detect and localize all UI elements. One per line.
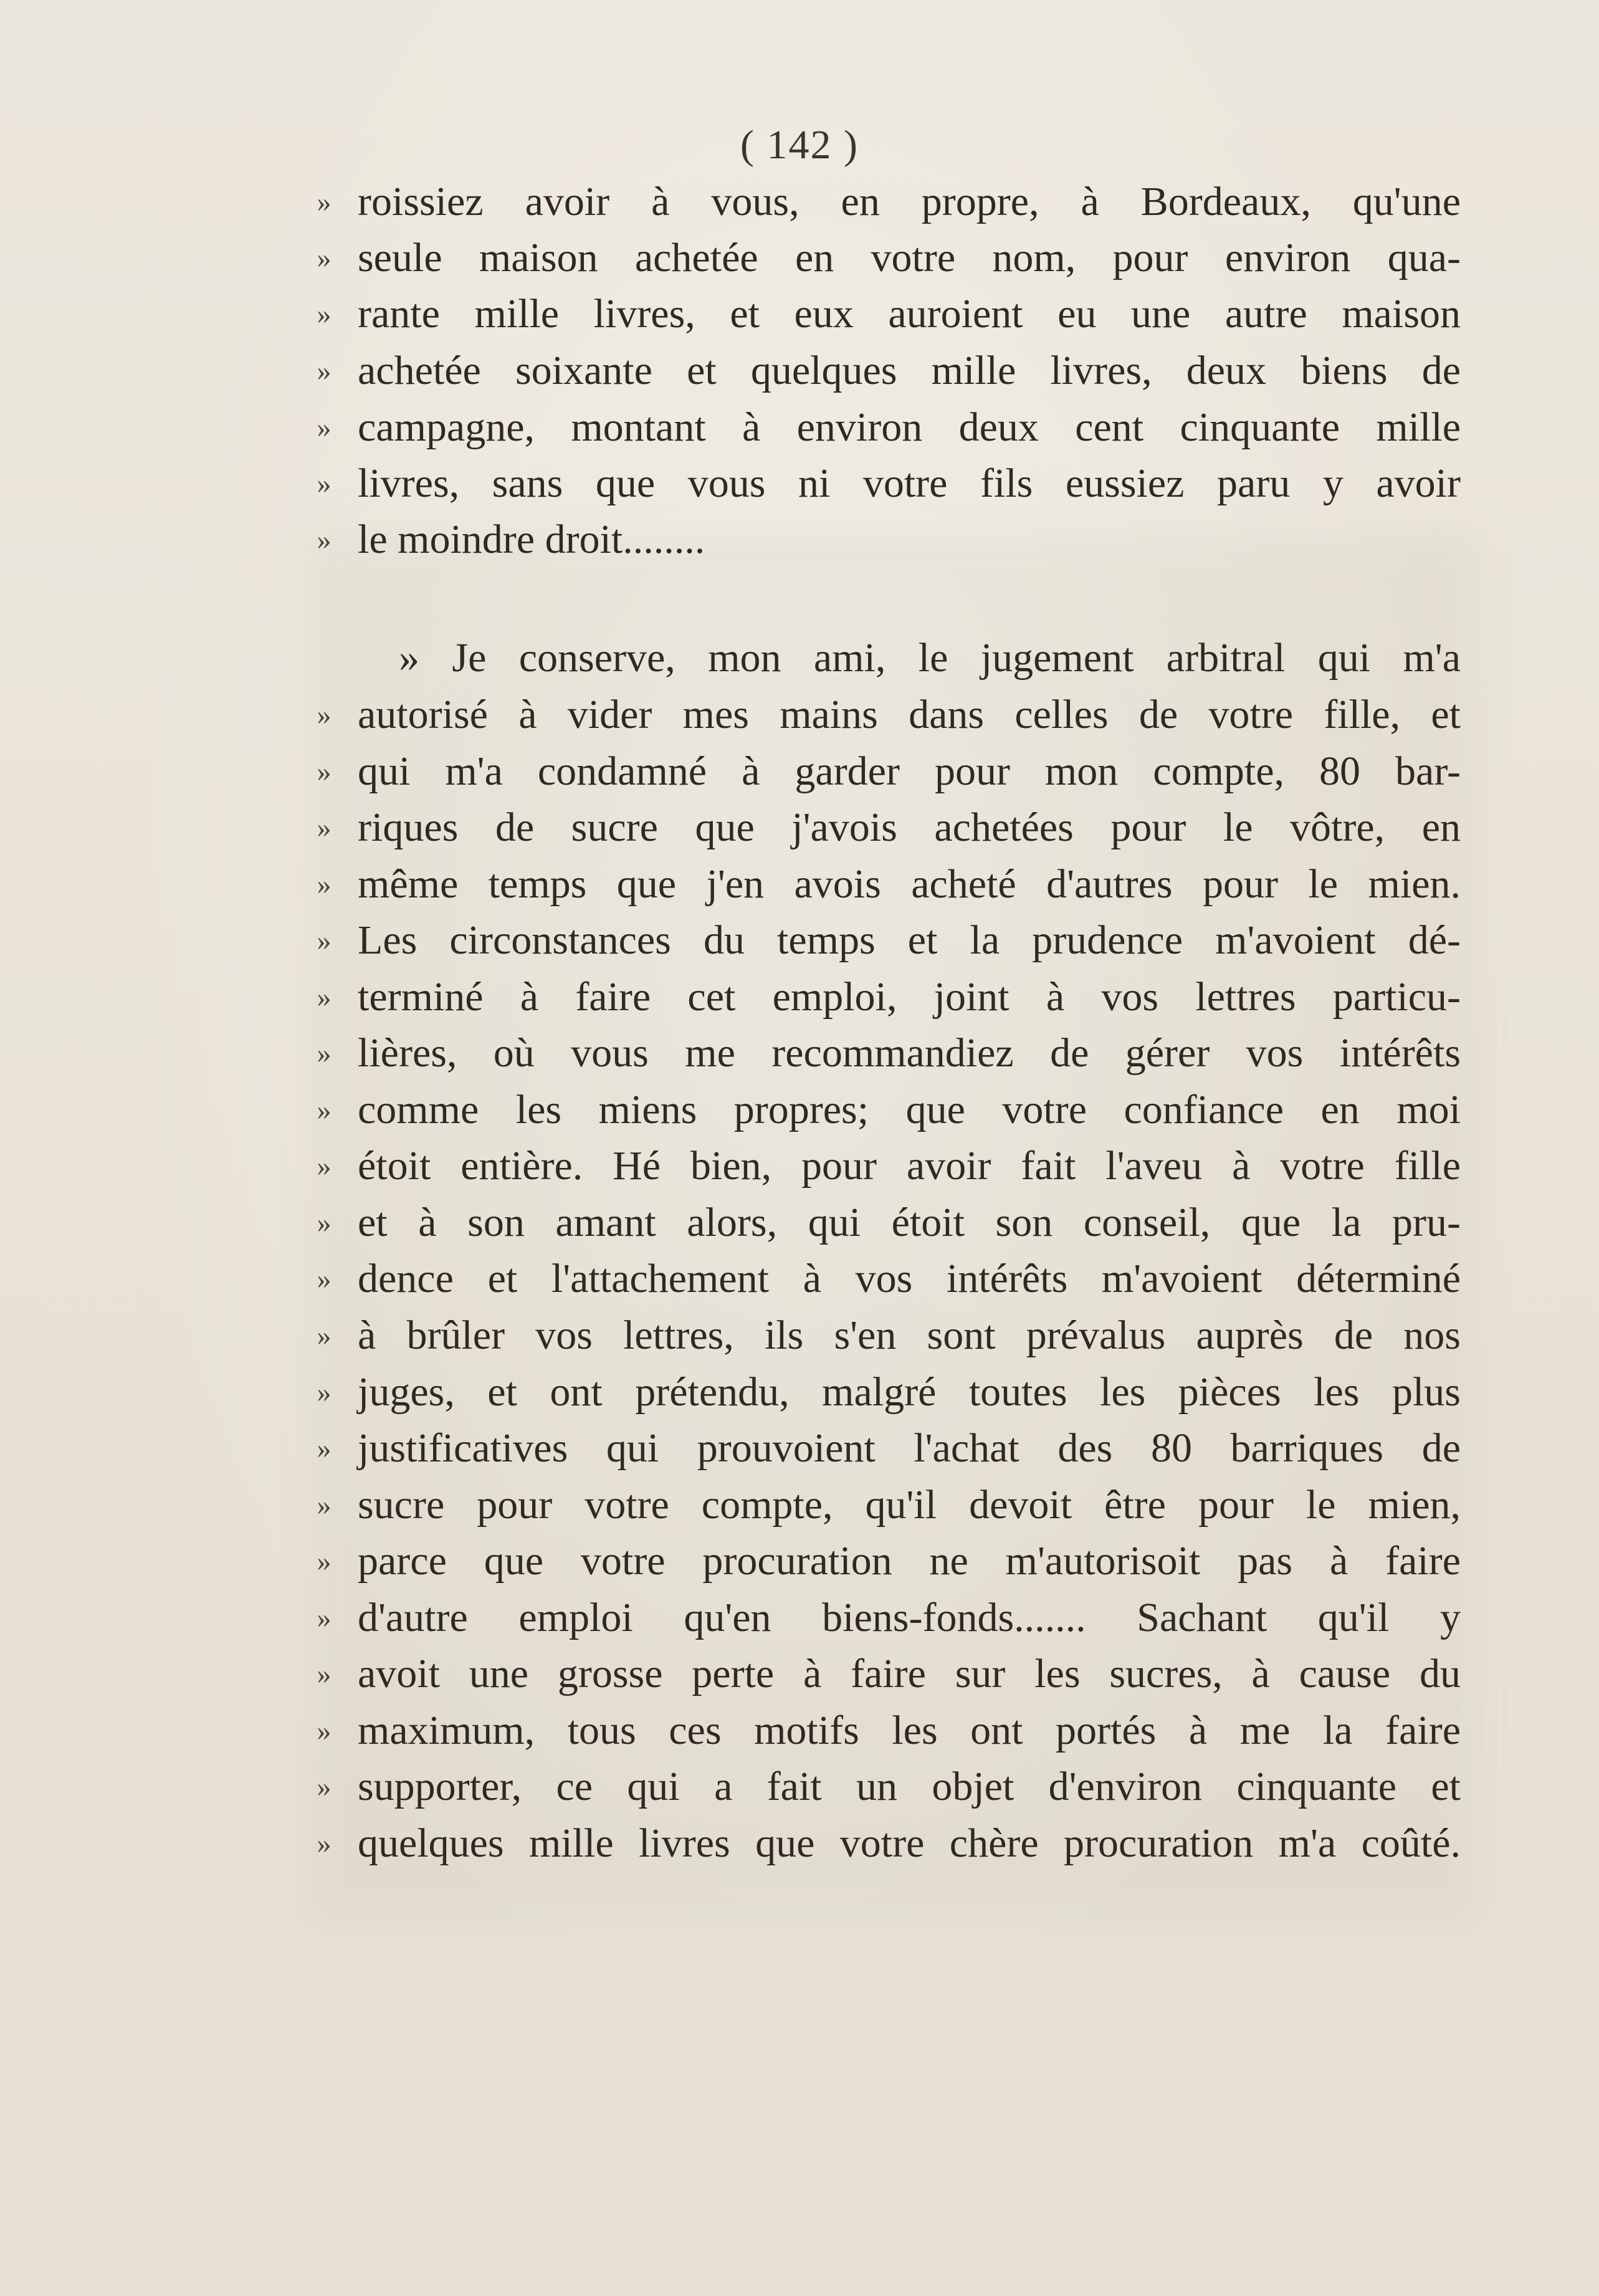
text-line [0,1194,1599,1251]
text-line [0,1533,1599,1590]
quote-mark: » [317,924,332,956]
line-text: avoit une grosse perte à faire sur les sucres, à cause du [358,1651,1461,1696]
line-text: campagne, montant à environ deux cent cinquante mille [358,404,1461,450]
line-text: et à son amant alors, qui étoit son conseil, que la pru- [358,1200,1461,1245]
quote-mark: » [317,467,332,499]
line-text: maximum, tous ces motifs les ont portés à me la faire [358,1708,1461,1753]
line-text: parce que votre procuration ne m'autorisoit pas à faire [358,1538,1461,1584]
line-text: autorisé à vider mes mains dans celles de votre fille, et [358,692,1461,737]
quote-mark: » [317,298,332,330]
text-line [0,1081,1599,1139]
text-line [0,912,1599,969]
quote-mark: » [317,411,332,443]
line-text: terminé à faire cet emploi, joint à vos lettres particu- [358,974,1461,1020]
line-text: d'autre emploi qu'en biens-fonds....... Sachant qu'il y [358,1595,1461,1640]
text-line [0,511,1599,568]
text-line [0,1025,1599,1082]
text-line [0,969,1599,1026]
text-line [0,173,1599,231]
text-line [0,1307,1599,1364]
quote-mark: » [317,242,332,274]
quote-mark: » [317,868,332,900]
line-text: supporter, ce qui a fait un objet d'environ cinquante et [358,1764,1461,1809]
text-line [0,285,1599,343]
line-text: » Je conserve, mon ami, le jugement arbitral qui m'a [399,635,1461,681]
line-text: qui m'a condamné à garder pour mon compte, 80 bar- [358,749,1461,794]
quote-mark: » [317,1432,332,1464]
quote-mark: » [317,811,332,843]
text-line [0,1364,1599,1421]
quote-mark: » [317,1319,332,1351]
line-text: Les circonstances du temps et la prudence m'avoient dé- [358,917,1461,963]
quote-mark: » [317,1715,332,1746]
quote-mark: » [317,1771,332,1802]
quote-mark: » [317,1094,332,1126]
line-text: seule maison achetée en votre nom, pour environ qua- [358,235,1461,280]
line-text: comme les miens propres; que votre confiance en moi [358,1087,1461,1132]
text-line [0,455,1599,512]
text-line [0,1420,1599,1477]
quote-mark: » [317,1545,332,1577]
line-text: le moindre droit........ [358,517,705,562]
quote-mark: » [317,524,332,555]
quote-mark: » [317,1150,332,1182]
text-line [0,1645,1599,1703]
line-text: livres, sans que vous ni votre fils eussiez paru y avoir [358,461,1461,506]
line-text: dence et l'attachement à vos intérêts m'avoient déterminé [358,1256,1461,1301]
quote-mark: » [317,1037,332,1069]
text-line [0,686,1599,744]
text-line [0,629,1599,687]
line-text: rante mille livres, et eux auroient eu une autre maison [358,291,1461,337]
text-line [0,799,1599,856]
quote-mark: » [317,1658,332,1690]
line-text: sucre pour votre compte, qu'il devoit être pour le mien, [358,1482,1461,1528]
text-line [0,743,1599,800]
text-line [0,1476,1599,1534]
quote-mark: » [317,1207,332,1238]
quote-mark: » [317,699,332,730]
quote-mark: » [317,1376,332,1408]
line-text: même temps que j'en avois acheté d'autres pour le mien. [358,861,1461,907]
quote-mark: » [317,1263,332,1294]
line-text: roissiez avoir à vous, en propre, à Bordeaux, qu'une [358,179,1461,224]
line-text: lières, où vous me recommandiez de gérer vos intérêts [358,1030,1461,1076]
line-text: à brûler vos lettres, ils s'en sont prévalus auprès de nos [358,1313,1461,1358]
text-line [0,399,1599,456]
text-line [0,1758,1599,1815]
quote-mark: » [317,186,332,218]
text-line [0,1137,1599,1195]
text-line [0,229,1599,287]
line-text: justificatives qui prouvoient l'achat des 80 barriques de [358,1425,1461,1471]
quote-mark: » [317,1489,332,1521]
text-line [0,1815,1599,1872]
text-line [0,342,1599,399]
page-number: ( 142 ) [740,122,859,168]
quote-mark: » [317,355,332,386]
line-text: riques de sucre que j'avois achetées pour le vôtre, en [358,805,1461,850]
line-text: quelques mille livres que votre chère procuration m'a coûté. [358,1820,1461,1866]
quote-mark: » [317,1827,332,1859]
line-text: achetée soixante et quelques mille livres, deux biens de [358,348,1461,393]
quote-mark: » [317,1602,332,1634]
text-line [0,856,1599,913]
quote-mark: » [317,755,332,787]
line-text: étoit entière. Hé bien, pour avoir fait l'aveu à votre fille [358,1143,1461,1189]
text-line [0,1589,1599,1647]
text-line [0,1250,1599,1308]
line-text: juges, et ont prétendu, malgré toutes les pièces les plus [358,1369,1461,1415]
quote-mark: » [317,981,332,1013]
text-line [0,1702,1599,1759]
